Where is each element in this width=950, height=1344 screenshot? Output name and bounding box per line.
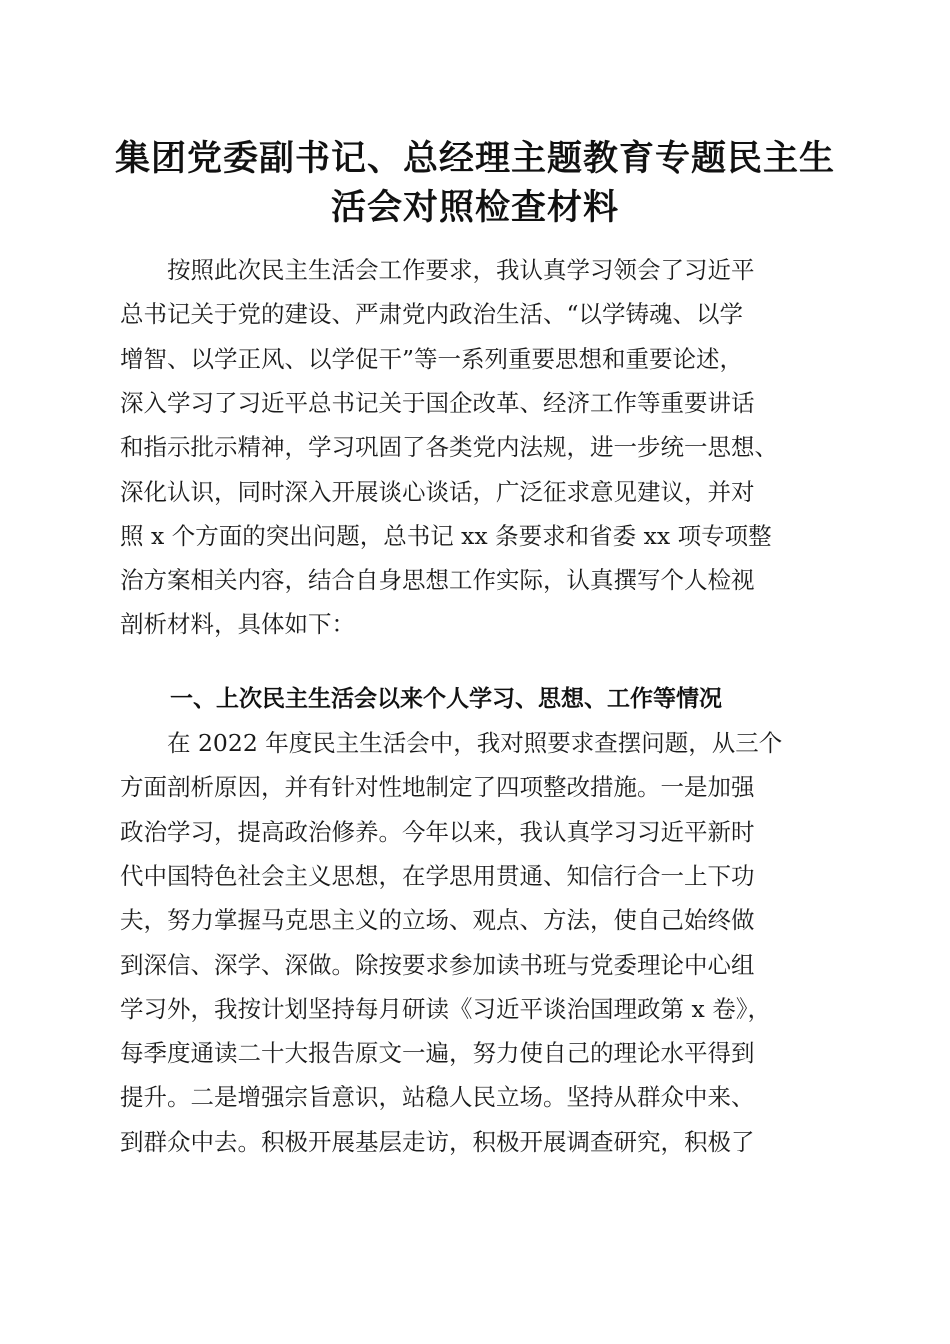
title-line-2: 活会对照检查材料	[330, 187, 619, 228]
text-line: 提升。二是增强宗旨意识，站稳人民立场。坚持从群众中来、	[120, 1083, 755, 1112]
text-line: 剖析材料，具体如下：	[120, 610, 355, 639]
section-heading: 一、上次民主生活会以来个人学习、思想、工作等情况	[170, 686, 722, 712]
paragraph-intro	[120, 255, 832, 685]
text-line: 每季度通读二十大报告原文一遍，努力使自己的理论水平得到	[120, 1039, 755, 1068]
paragraph-section-1	[120, 728, 832, 1168]
text-line: 总书记关于党的建设、严肃党内政治生活、“以学铸魂、以学	[120, 300, 744, 329]
text-line: 学习外，我按计划坚持每月研读《习近平谈治国理政第 x 卷》，	[120, 994, 771, 1023]
text-line: 按照此次民主生活会工作要求，我认真学习领会了习近平	[120, 256, 755, 284]
text-line: 照 x 个方面的突出问题，总书记 xx 条要求和省委 xx 项专项整	[120, 521, 772, 550]
text-line: 方面剖析原因，并有针对性地制定了四项整改措施。一是加强	[120, 773, 755, 802]
document-title	[100, 134, 850, 232]
text-line: 增智、以学正风、以学促干”等一系列重要思想和重要论述，	[120, 344, 744, 373]
text-line: 代中国特色社会主义思想，在学思用贯通、知信行合一上下功	[120, 861, 755, 890]
text-line: 夫，努力掌握马克思主义的立场、观点、方法，使自己始终做	[120, 906, 755, 935]
text-line: 政治学习，提高政治修养。今年以来，我认真学习习近平新时	[120, 817, 755, 846]
text-line: 和指示批示精神，学习巩固了各类党内法规，进一步统一思想、	[120, 433, 778, 462]
text-line: 深入学习了习近平总书记关于国企改革、经济工作等重要讲话	[120, 388, 755, 417]
text-line: 到深信、深学、深做。除按要求参加读书班与党委理论中心组	[120, 950, 755, 979]
text-line: 治方案相关内容，结合自身思想工作实际，认真撰写个人检视	[120, 566, 755, 595]
title-line-1: 集团党委副书记、总经理主题教育专题民主生	[114, 138, 835, 179]
text-line: 到群众中去。积极开展基层走访，积极开展调查研究，积极了	[120, 1127, 755, 1156]
text-line: 在 2022 年度民主生活会中，我对照要求查摆问题，从三个	[120, 729, 783, 757]
text-line: 深化认识，同时深入开展谈心谈话，广泛征求意见建议，并对	[120, 477, 755, 506]
